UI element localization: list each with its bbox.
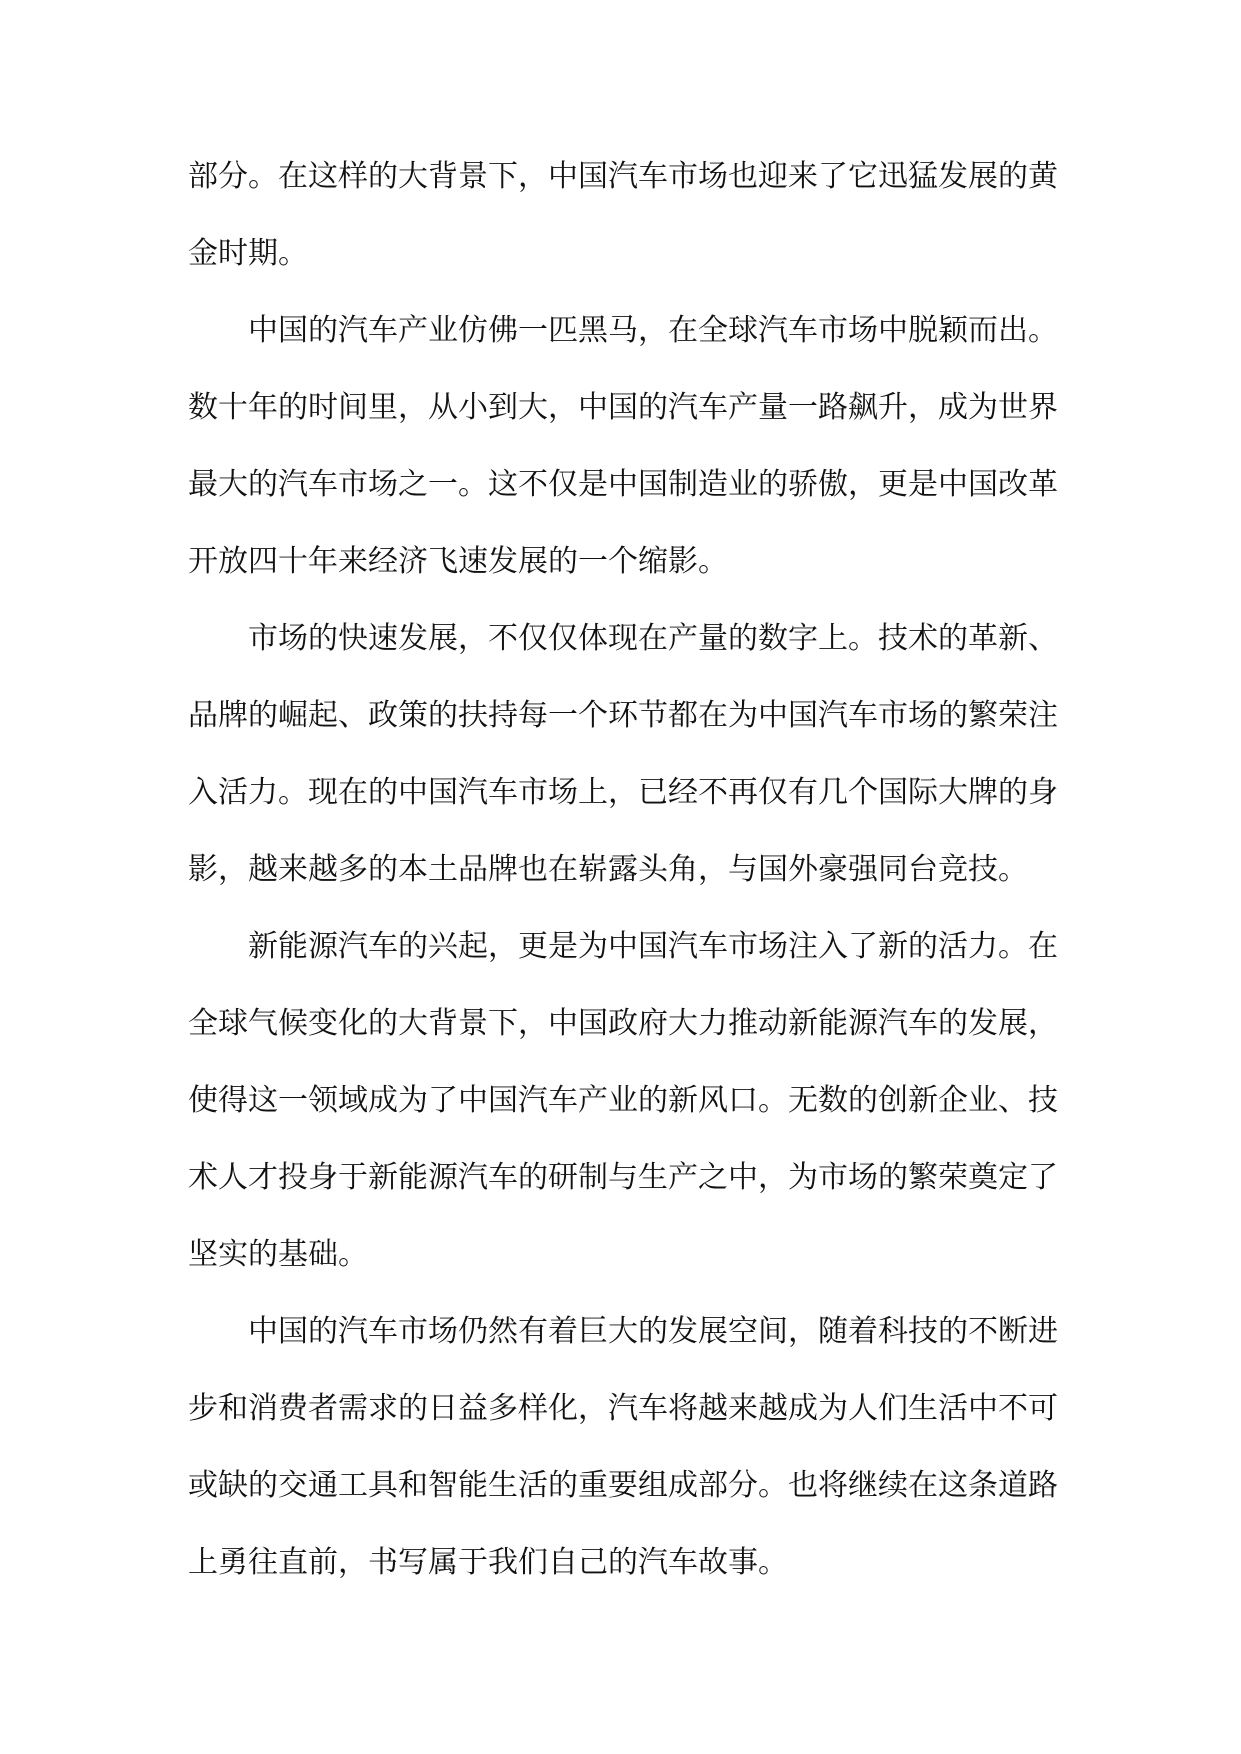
paragraph-1: 部分。在这样的大背景下，中国汽车市场也迎来了它迅猛发展的黄金时期。 [188,159,1058,271]
paragraph-2: 中国的汽车产业仿佛一匹黑马，在全球汽车市场中脱颖而出。数十年的时间里，从小到大，中国的汽车产量一路飙升，成为世界最大的汽车市场之一。这不仅是中国制造业的骄傲，更是中国改革开放四十年来经济飞速发展的一个缩影。 [188,313,1058,579]
paragraph-4: 新能源汽车的兴起，更是为中国汽车市场注入了新的活力。在全球气候变化的大背景下，中国政府大力推动新能源汽车的发展，使得这一领域成为了中国汽车产业的新风口。无数的创新企业、技术人才投身于新能源汽车的研制与生产之中，为市场的繁荣奠定了坚实的基础。 [188,929,1058,1272]
document-body [188,138,1058,1601]
paragraph-3: 市场的快速发展，不仅仅体现在产量的数字上。技术的革新、品牌的崛起、政策的扶持每一个环节都在为中国汽车市场的繁荣注入活力。现在的中国汽车市场上，已经不再仅有几个国际大牌的身影，越来越多的本土品牌也在崭露头角，与国外豪强同台竞技。 [188,621,1058,887]
paragraph-5: 中国的汽车市场仍然有着巨大的发展空间，随着科技的不断进步和消费者需求的日益多样化，汽车将越来越成为人们生活中不可或缺的交通工具和智能生活的重要组成部分。也将继续在这条道路上勇往直前，书写属于我们自己的汽车故事。 [188,1314,1058,1580]
